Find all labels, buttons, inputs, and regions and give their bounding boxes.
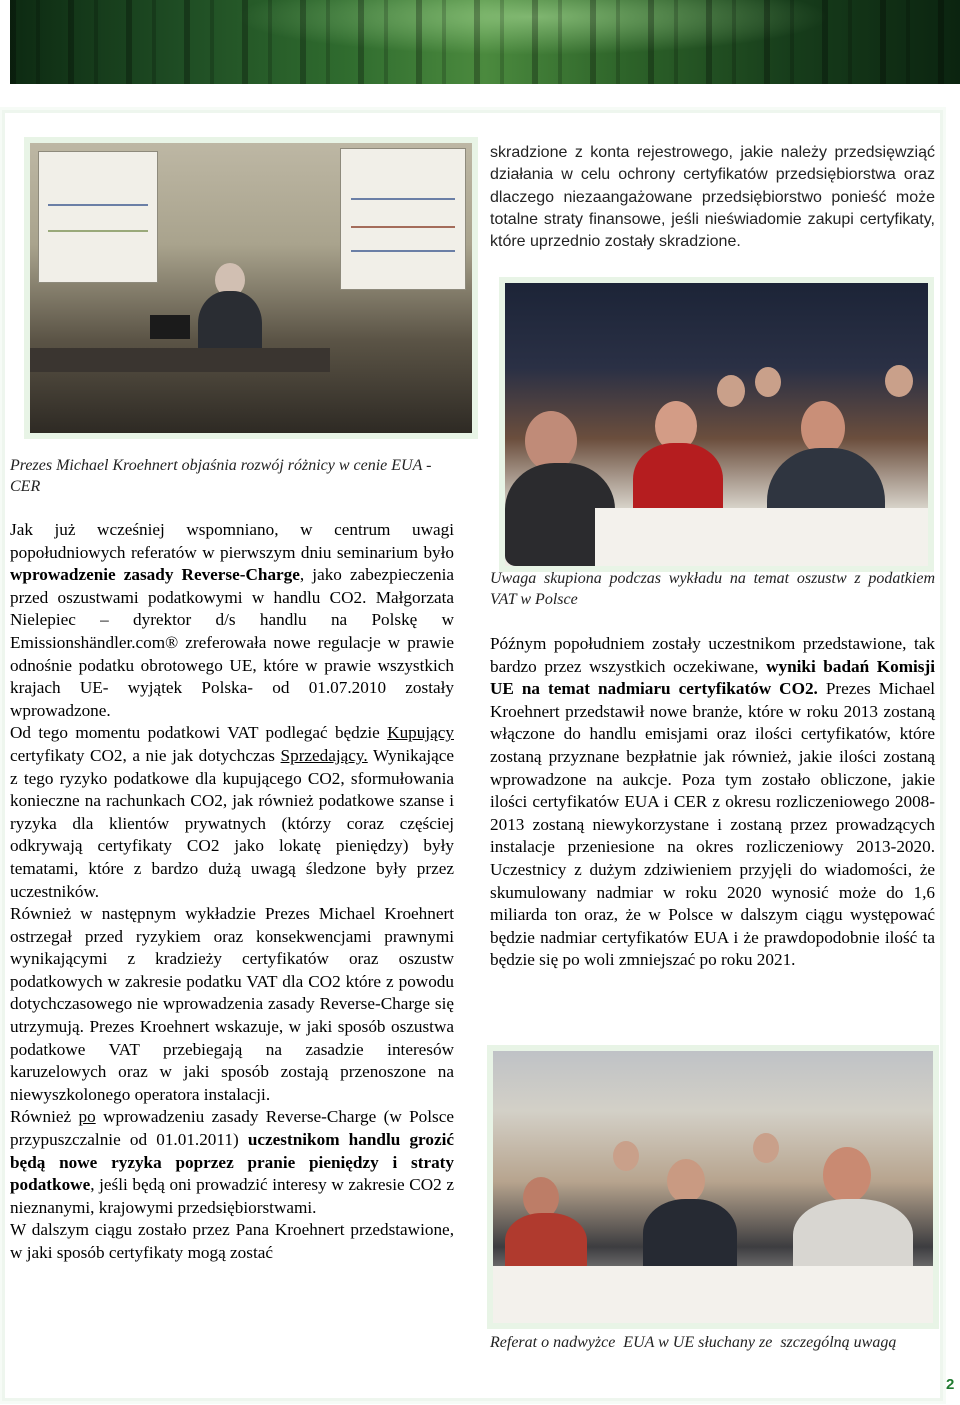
projection-screen-left [38, 151, 158, 283]
caption-photo-speaker: Prezes Michael Kroehnert objaśnia rozwój różnicy w cenie EUA -CER [10, 457, 432, 495]
left-paragraph-3: Również w następnym wykładzie Prezes Michael Kroehnert ostrzegał przed ryzykiem oraz konsekwencjami prawnymi wynikającymi z kradzieży certyfikatów oraz oszustw podatkowych w zakresie podatku VAT dla CO2 które z powodu dotychczasowego nie wprowadzenia zasady Reverse-Charge się utrzymują. Prezes Kroehnert wskazuje, w jaki sposób oszustwa podatkowe VAT przebiegają na zasadzie interesów karuzelowych oraz w jaki sposób zostają przenoszone na niewyszkolonego operatora instalacji. [10, 904, 454, 1104]
left-paragraph-2: Od tego momentu podatkowi VAT podlegać będzie Kupujący certyfikaty CO2, a nie jak dotychczas Sprzedający. Wynikające z tego ryzyko podatkowe dla kupującego CO2, sformułowania konieczne na rachunkach CO2, jak również podatkowe szanse i ryzyka dla klientów prywatnych (którzy coraz częściej odkrywają certyfikaty CO2 jako lokatę pieniędzy) były tematami, które z bardzo dużą uwagą śledzone były przez uczestników. [10, 723, 455, 901]
forest-header-banner [10, 0, 960, 84]
right-paragraph-1: Późnym popołudniem zostały uczestnikom przedstawione, tak bardzo przez wszystkich oczekiwane, wyniki badań Komisji UE na temat nadmiaru certyfikatów CO2. Prezes Michael Kroehnert przedstawił nowe branże, które w roku 2013 zostaną włączone do handlu emisjami oraz ilości certyfikatów, które zostaną przyznane bezpłatnie jak również, jakie ilości zostaną wprowadzone na aukcje. Poza tym zostało obliczone, jakie ilości certyfikatów EUA i CER z okresu rozliczeniowego 2008- 2013 zostaną niewykorzystane i zostaną przez prowadzących instalacje przeniesione na okres rozliczeniowy 2013-2020. Uczestnicy z dużym zdziwieniem przyjęli do wiadomości, że skumulowany nadmiar w roku 2020 wynosić może do 1,6 miliarda ton oraz, że w Polsce w dalszym ciągu występować będzie nadmiar certyfikatów EUA i że prawdopodobnie ilość ta będzie się po woli zmniejszać po roku 2021. [490, 634, 936, 970]
caption-photo-listening: Referat o nadwyżce EUA w UE słuchany ze szczególną uwagą [490, 1334, 897, 1351]
left-column-body [10, 519, 454, 1265]
top-right-paragraph: skradzione z konta rejestrowego, jakie należy przedsięwziąć działania w celu ochrony certyfikatów przedsiębiorstwa oraz dlaczego niezaangażowane przedsiębiorstwo ponieść może totalne straty finansowe, jeśli nieświadomie zakupi certyfikaty, które uprzednio zostały skradzione. [490, 144, 935, 251]
photo-audience-attention [505, 283, 928, 566]
photo-speaker-presentation [30, 143, 472, 433]
caption-photo-audience: Uwaga skupiona podczas wykładu na temat oszustw z podatkiem VAT w Polsce [490, 570, 935, 608]
photo-audience-listening [493, 1051, 933, 1323]
right-column-body [490, 633, 935, 972]
projection-screen-right [340, 148, 466, 290]
left-paragraph-1: Jak już wcześniej wspomniano, w centrum uwagi popołudniowych referatów w pierwszym dniu seminarium było wprowadzenie zasady Reverse-Charge, jako zabezpieczenia przed oszustwami podatkowymi w handlu CO2. Małgorzata Nielepiec – dyrektor d/s handlu na Polskę w Emissionshändler.com® zreferowała nowe regulacje w prawie odnośnie podatku obrotowego UE, które w prawie wszystkich krajach UE- wyjątek Polska- od 01.07.2010 zostały wprowadzone. [10, 520, 454, 720]
left-paragraph-4: Również po wprowadzeniu zasady Reverse-Charge (w Polsce przypuszczalnie od 01.01.2011) uczestnikom handlu grozić będą nowe ryzyka poprzez pranie pieniędzy i straty podatkowe, jeśli będą oni prowadzić interesy w zakresie CO2 z nieznanymi, krajowymi przedsiębiorstwami. [10, 1107, 454, 1217]
page-number: 2 [946, 1376, 955, 1393]
left-paragraph-5: W dalszym ciągu zostało przez Pana Kroehnert przedstawione, w jaki sposób certyfikaty mogą zostać [10, 1220, 454, 1262]
